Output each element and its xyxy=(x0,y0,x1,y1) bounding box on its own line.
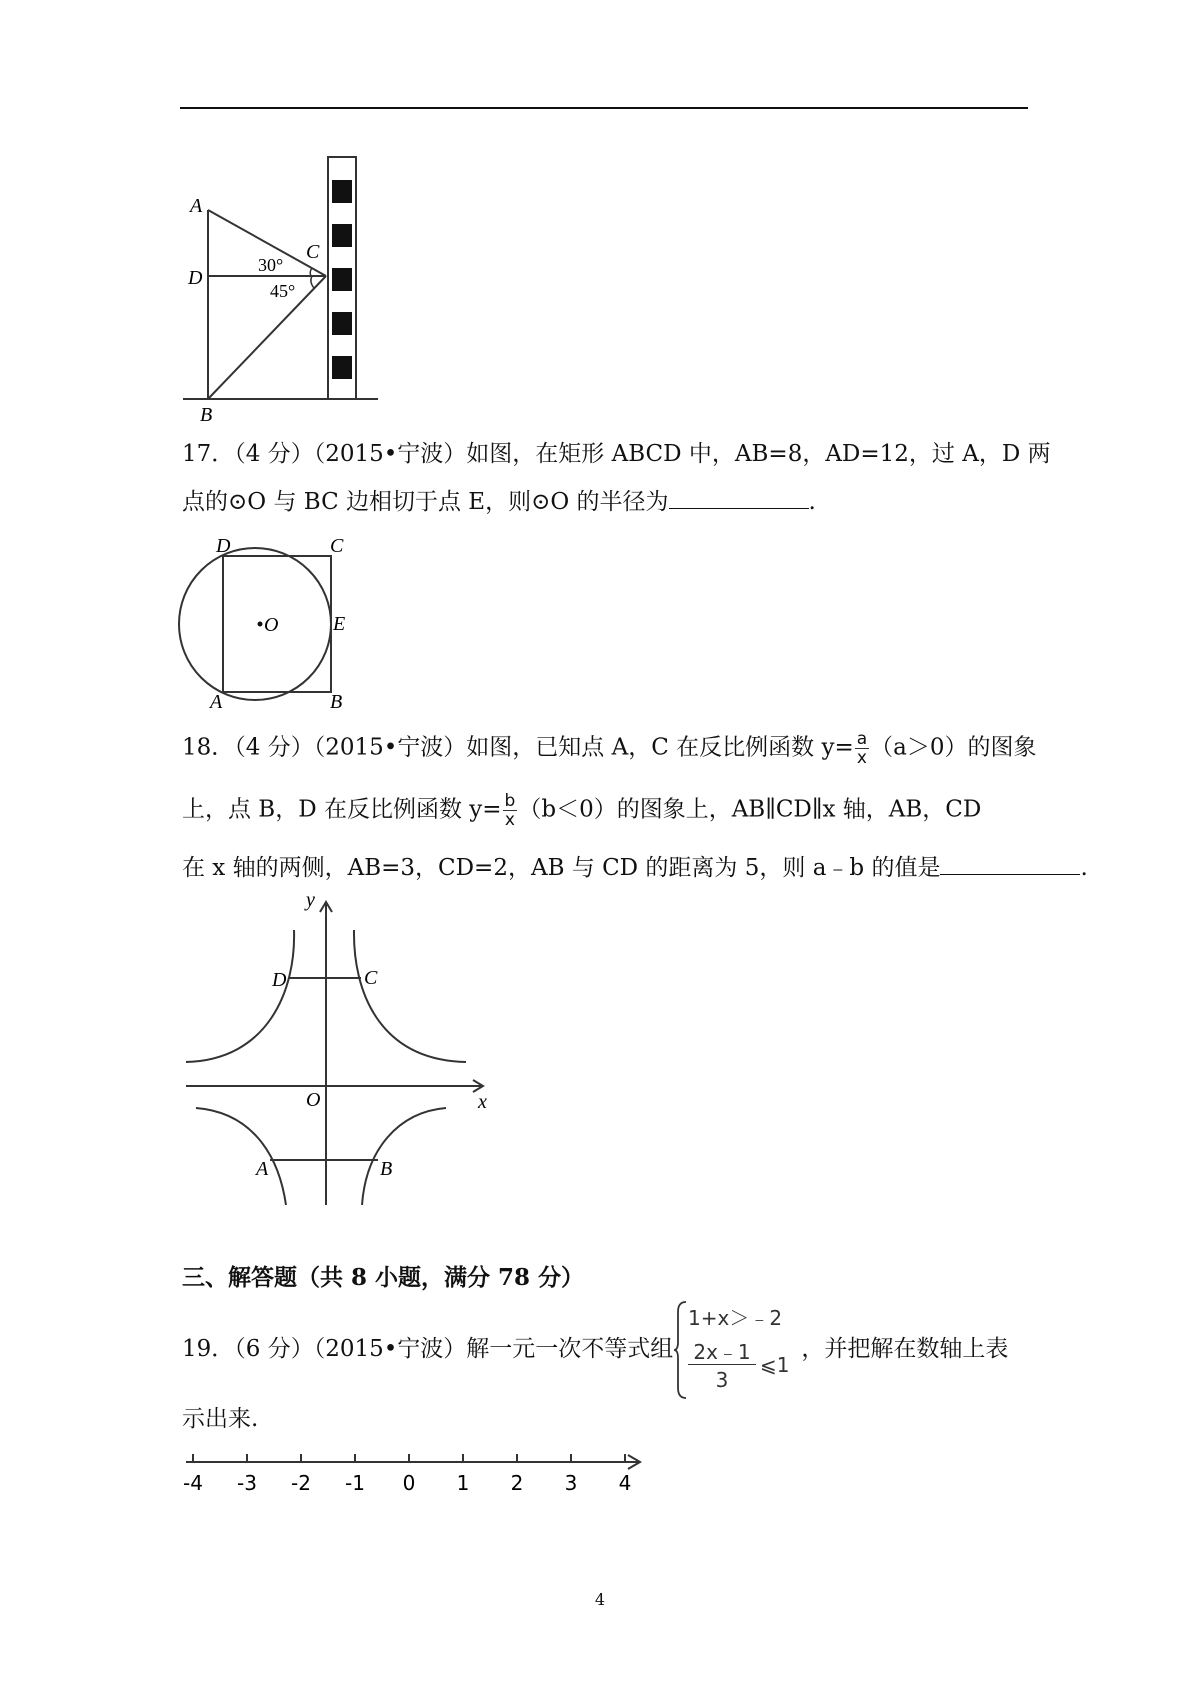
tick-label-neg2: -2 xyxy=(291,1471,311,1495)
fig17-label-d: D xyxy=(216,535,231,557)
q18-frac-b-num: b xyxy=(504,791,516,811)
fig17-label-b: B xyxy=(330,691,343,710)
q19-text-2: 示出来. xyxy=(182,1406,259,1432)
fig16-angle-30: 30° xyxy=(258,255,284,275)
q18-text-3: 在 x 轴的两侧，AB=3，CD=2，AB 与 CD 的距离为 5，则 a﹣b 的值是 xyxy=(182,855,941,881)
fig18-label-c: C xyxy=(364,967,378,989)
tick-label-0: 0 xyxy=(402,1471,416,1495)
fig16-label-a: A xyxy=(190,195,203,217)
q18-answer-blank[interactable] xyxy=(940,852,1080,875)
q18-line2 xyxy=(182,792,981,829)
q18-frac-b-den: x xyxy=(504,810,515,830)
fig16-label-d: D xyxy=(188,267,203,289)
fig16-label-b: B xyxy=(200,404,213,425)
fig17-label-o: O xyxy=(264,614,279,636)
q19-ineq-2-rel: ⩽1 xyxy=(760,1353,790,1377)
q17-line1 xyxy=(182,438,1051,471)
tick-label-3: 3 xyxy=(564,1471,578,1495)
fig18-label-o: O xyxy=(306,1089,321,1111)
q19-ineq-2-num: 2x﹣1 xyxy=(688,1340,756,1365)
q18-text-1: 18．（4 分）（2015•宁波）如图，已知点 A，C 在反比例函数 y= xyxy=(182,734,854,761)
q18-frac-a-num: a xyxy=(856,729,868,749)
tick-label-1: 1 xyxy=(456,1471,470,1495)
tick-label-neg1: -1 xyxy=(345,1471,365,1495)
q18-text-3-end: . xyxy=(1080,855,1088,881)
q19-inequality-system xyxy=(674,1300,794,1400)
q17-text-2: 点的⊙O 与 BC 边相切于点 E，则⊙O 的半径为 xyxy=(182,489,669,515)
q18-fraction-b xyxy=(503,792,518,829)
figure-q16 xyxy=(178,150,388,425)
fig17-label-e: E xyxy=(333,613,346,635)
tick-label-2: 2 xyxy=(510,1471,524,1495)
q17-answer-blank[interactable] xyxy=(669,486,809,509)
section-heading: 三、解答题（共 8 小题，满分 78 分） xyxy=(182,1264,585,1291)
q18-line1 xyxy=(182,730,1037,767)
q18-fraction-a xyxy=(855,730,869,767)
figure-q17 xyxy=(178,530,358,710)
fig17-label-a: A xyxy=(210,691,223,710)
number-line xyxy=(178,1448,658,1508)
fig18-label-y: y xyxy=(306,890,315,911)
tick-label-neg4: -4 xyxy=(183,1471,203,1495)
q19-text-1: 19．（6 分）（2015•宁波）解一元一次不等式组 xyxy=(182,1336,674,1362)
q18-frac-a-den: x xyxy=(856,748,867,768)
fig18-label-d: D xyxy=(272,969,287,991)
tick-label-4: 4 xyxy=(618,1471,632,1495)
q19-ineq-1: 1+x＞﹣2 xyxy=(688,1306,783,1330)
fig18-label-a: A xyxy=(256,1158,269,1180)
q19-ineq-2-den: 3 xyxy=(715,1368,729,1392)
q19-text-1-end: ，并把解在数轴上表 xyxy=(801,1336,1009,1362)
fig17-label-c: C xyxy=(330,535,344,557)
q17-line2 xyxy=(182,486,816,519)
fig18-label-x: x xyxy=(478,1091,487,1113)
q17-text-2-end: . xyxy=(808,489,816,515)
q18-text-2-end: （b＜0）的图象上，AB∥CD∥x 轴，AB，CD xyxy=(518,796,982,823)
q18-line3 xyxy=(182,852,1088,885)
fig16-angle-45: 45° xyxy=(270,281,296,301)
q18-text-2: 上，点 B，D 在反比例函数 y= xyxy=(182,796,502,823)
tick-label-neg3: -3 xyxy=(237,1471,257,1495)
q17-text-1: 17．（4 分）（2015•宁波）如图，在矩形 ABCD 中，AB=8，AD=12，过 A，D 两 xyxy=(182,441,1051,467)
header-rule xyxy=(180,107,1028,109)
fig16-label-c: C xyxy=(306,241,320,263)
q19-brace xyxy=(674,1300,688,1400)
figure-q18 xyxy=(178,890,498,1205)
q18-text-1-end: （a＞0）的图象 xyxy=(870,734,1037,761)
fig18-label-b: B xyxy=(380,1158,393,1180)
q19-line1 xyxy=(182,1333,1008,1366)
page-number: 4 xyxy=(594,1590,606,1609)
q19-line2 xyxy=(182,1403,258,1436)
